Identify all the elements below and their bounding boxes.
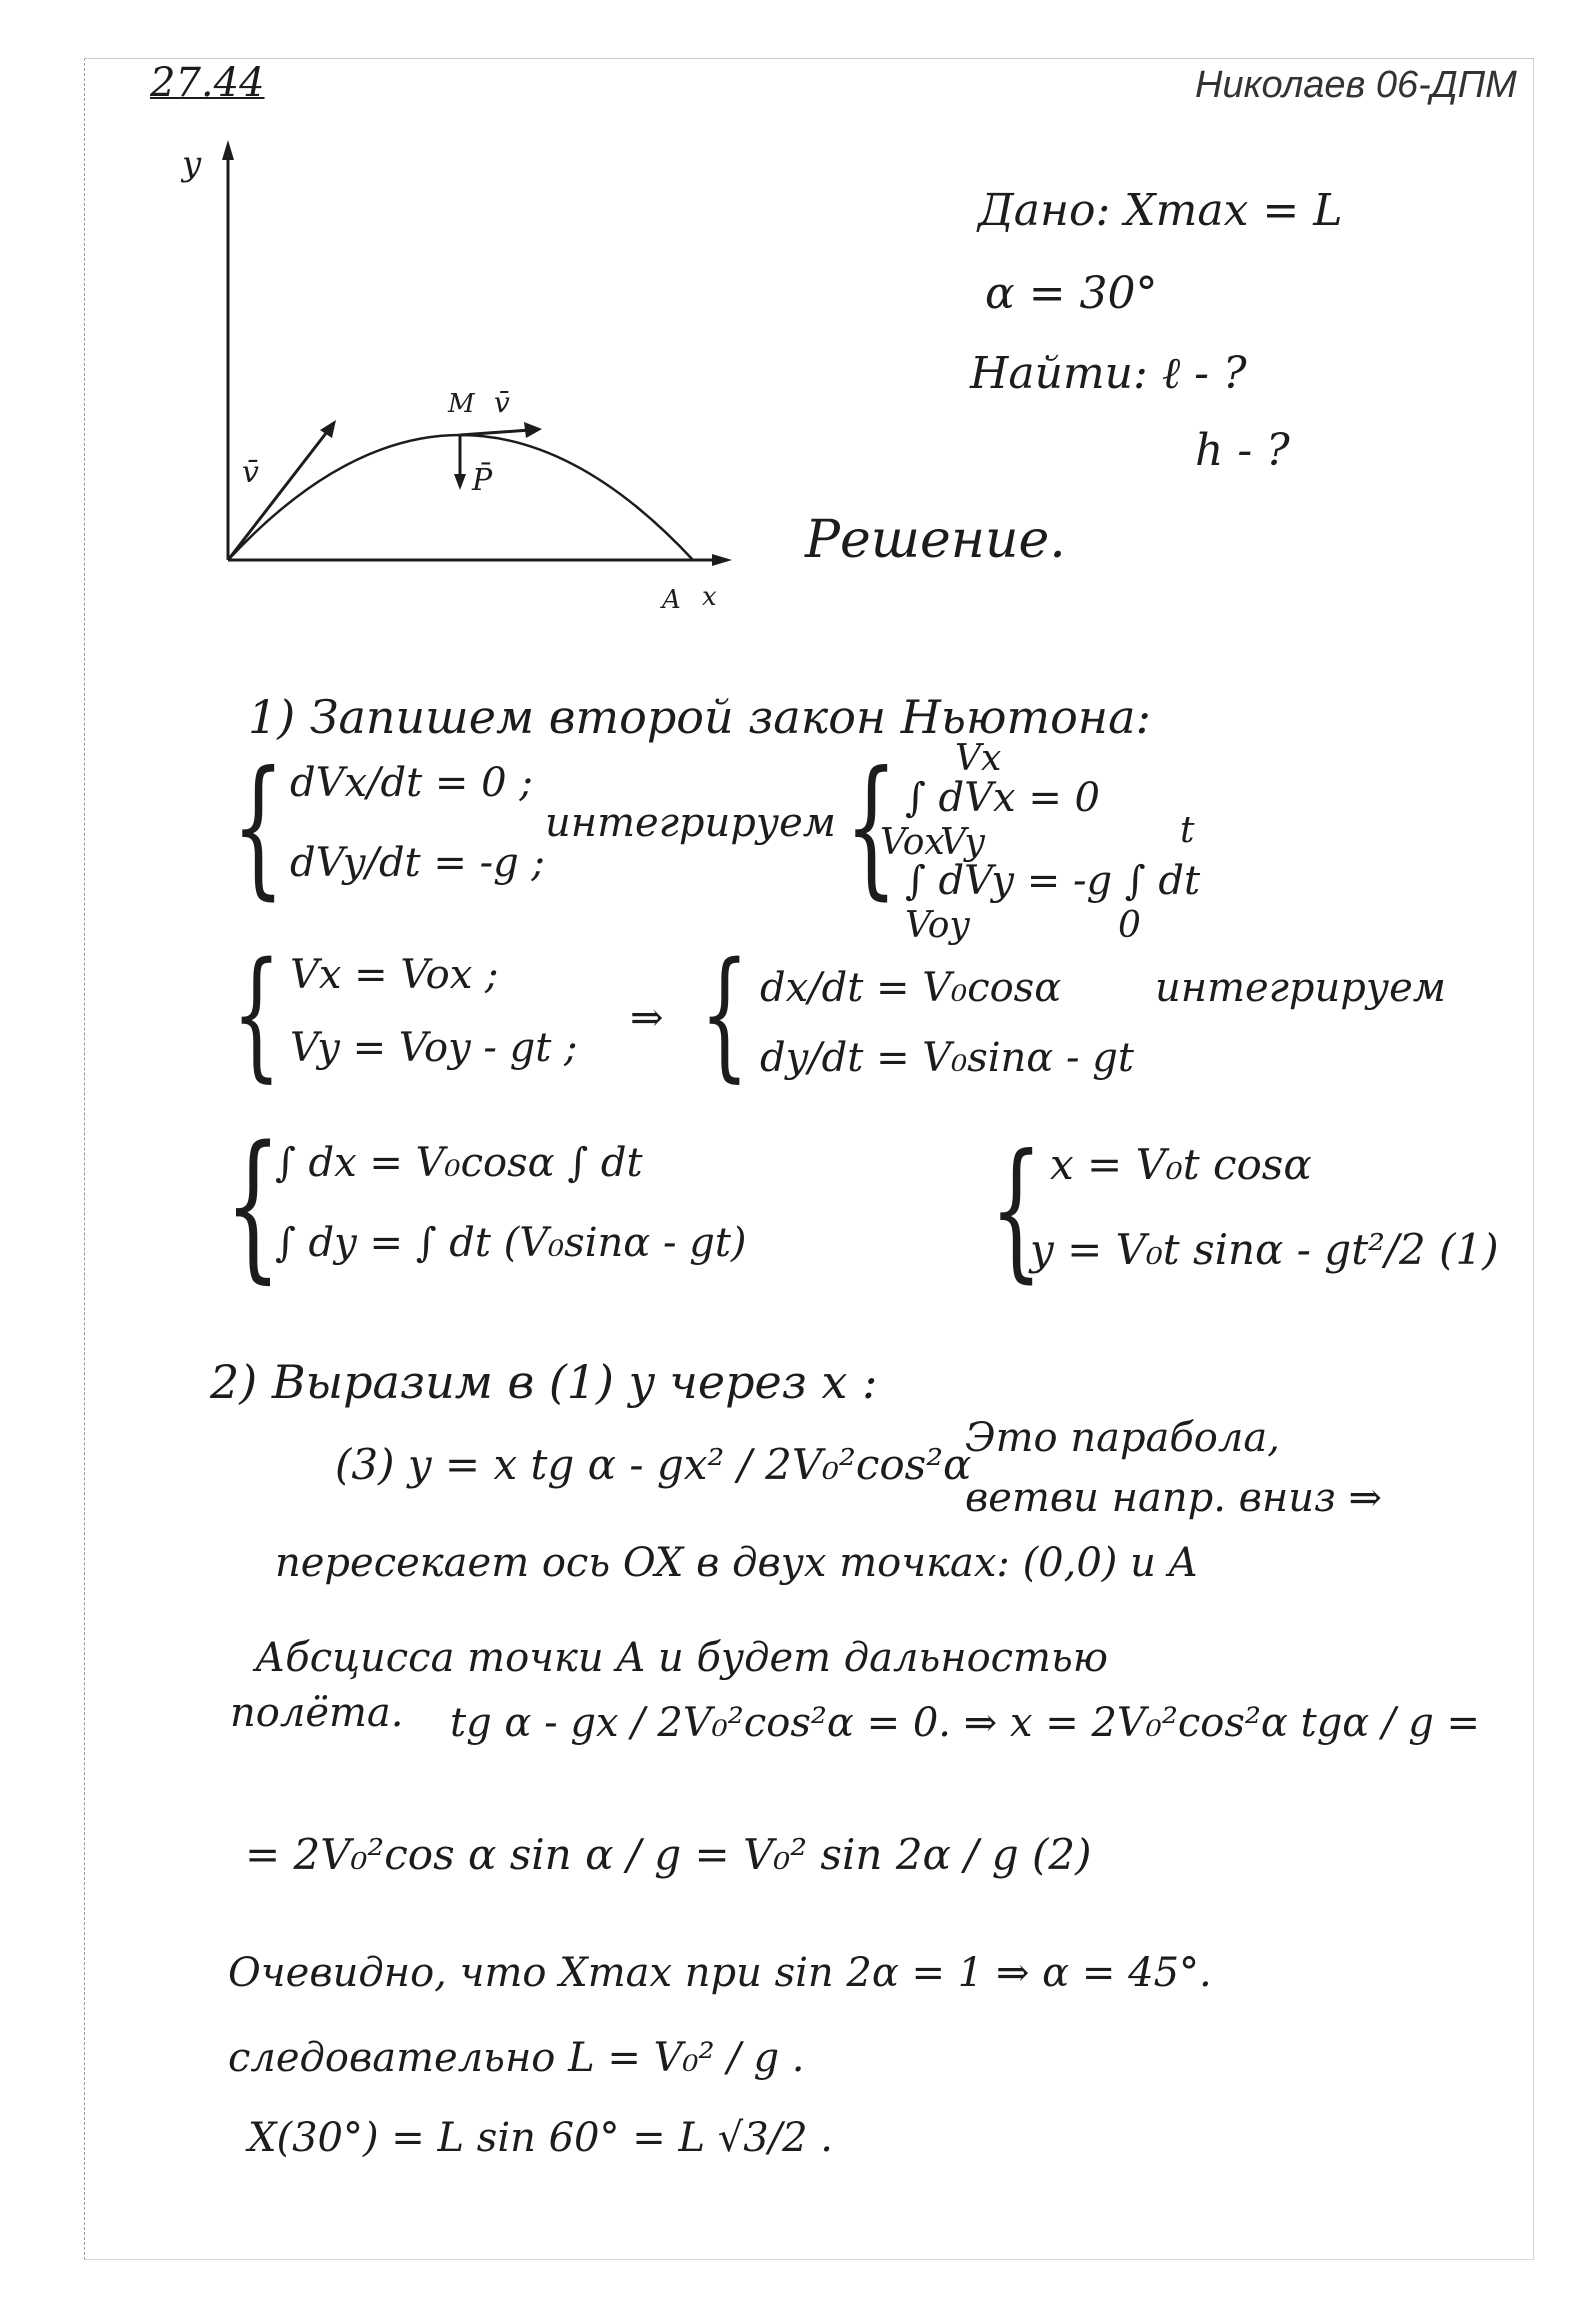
abscissa-equation: tg α - gx / 2V₀²cos²α = 0. ⇒ x = 2V₀²cos²α tgα / g = xyxy=(450,1700,1481,1746)
conclusion-line-3: X(30°) = L sin 60° = L √3/2 . xyxy=(248,2115,834,2161)
implies-arrow-1: ⇒ xyxy=(630,995,664,1041)
initial-velocity-label: v̄ xyxy=(242,455,259,490)
system-brace-2: { xyxy=(845,740,898,914)
branches-note: ветви напр. вниз ⇒ xyxy=(965,1475,1383,1521)
int1-equation: ∫ dVx = 0 xyxy=(905,775,1100,821)
integrate-label-1: интегрируем xyxy=(545,800,836,846)
system-brace-1: { xyxy=(232,740,285,914)
trajectory-diagram xyxy=(160,130,760,630)
step2-title: 2) Выразим в (1) y через x : xyxy=(210,1355,878,1409)
initial-velocity-vector xyxy=(228,428,330,560)
vy-equation: Vy = Voy - gt ; xyxy=(290,1025,578,1071)
initial-velocity-arrow-icon xyxy=(320,420,336,438)
integrate-label-2: интегрируем xyxy=(1155,965,1446,1011)
top-velocity-label: v̄ xyxy=(494,386,510,419)
int2-equation: ∫ dVy = -g ∫ dt xyxy=(905,858,1201,904)
parabola-note: Это парабола, xyxy=(965,1415,1280,1461)
point-a-label: A xyxy=(662,585,681,615)
flight-note: полёта. xyxy=(230,1690,404,1736)
given-line-2: α = 30° xyxy=(985,268,1158,319)
eq-dvx: dVx/dt = 0 ; xyxy=(290,760,533,806)
vx-equation: Vx = Vox ; xyxy=(290,952,499,998)
int2-lower: Voy xyxy=(905,905,970,946)
find-line-2: h - ? xyxy=(1195,425,1290,476)
gravity-label: P̄ xyxy=(472,463,493,498)
given-line-1: Дано: Xmax = L xyxy=(978,185,1343,236)
top-velocity-vector xyxy=(460,430,530,435)
int1-lower: Vox xyxy=(880,822,945,863)
y-of-t-equation: y = V₀t sinα - gt²/2 (1) xyxy=(1030,1225,1499,1274)
system-brace-6: { xyxy=(990,1123,1043,1297)
int2-t-upper: t xyxy=(1180,810,1195,851)
intersection-note: пересекает ось OX в двух точках: (0,0) и A xyxy=(275,1540,1198,1586)
x-axis-label: x xyxy=(702,582,717,612)
step1-title: 1) Запишем второй закон Ньютона: xyxy=(248,690,1151,744)
x-axis-arrow-icon xyxy=(712,554,732,566)
eq-dvy: dVy/dt = -g ; xyxy=(290,840,545,886)
int2-t-lower: 0 xyxy=(1118,905,1141,946)
top-velocity-arrow-icon xyxy=(524,422,542,438)
dxdt-equation: dx/dt = V₀cosα xyxy=(760,965,1062,1011)
system-brace-5: { xyxy=(225,1111,281,1298)
y-axis-arrow-icon xyxy=(222,140,234,160)
point-m-label: M xyxy=(448,389,475,419)
gravity-arrow-icon xyxy=(454,474,466,490)
conclusion-line-1: Очевидно, что Xmax при sin 2α = 1 ⇒ α = 45°. xyxy=(228,1950,1212,1996)
system-brace-3: { xyxy=(232,933,281,1096)
int2-upper: Vy xyxy=(940,822,985,863)
abscissa-note: Абсцисса точки A и будет дальностью xyxy=(255,1635,1108,1681)
find-line-1: Найти: ℓ - ? xyxy=(970,348,1247,399)
int-y-equation: ∫ dy = ∫ dt (V₀sinα - gt) xyxy=(275,1220,747,1266)
system-brace-4: { xyxy=(700,933,749,1096)
x-of-t-equation: x = V₀t cosα xyxy=(1050,1140,1312,1189)
equation-2: = 2V₀²cos α sin α / g = V₀² sin 2α / g (2) xyxy=(245,1830,1092,1879)
problem-number: 27.44 xyxy=(150,60,265,106)
solution-title: Решение. xyxy=(805,510,1066,570)
int1-upper: Vx xyxy=(955,738,1002,779)
conclusion-line-2: следовательно L = V₀² / g . xyxy=(228,2035,805,2081)
int-x-equation: ∫ dx = V₀cosα ∫ dt xyxy=(275,1140,643,1186)
equation-3: (3) y = x tg α - gx² / 2V₀²cos²α xyxy=(335,1440,972,1489)
dydt-equation: dy/dt = V₀sinα - gt xyxy=(760,1035,1134,1081)
y-axis-label: y xyxy=(182,144,202,184)
author-label: Николаев 06-ДПМ xyxy=(1195,64,1517,106)
